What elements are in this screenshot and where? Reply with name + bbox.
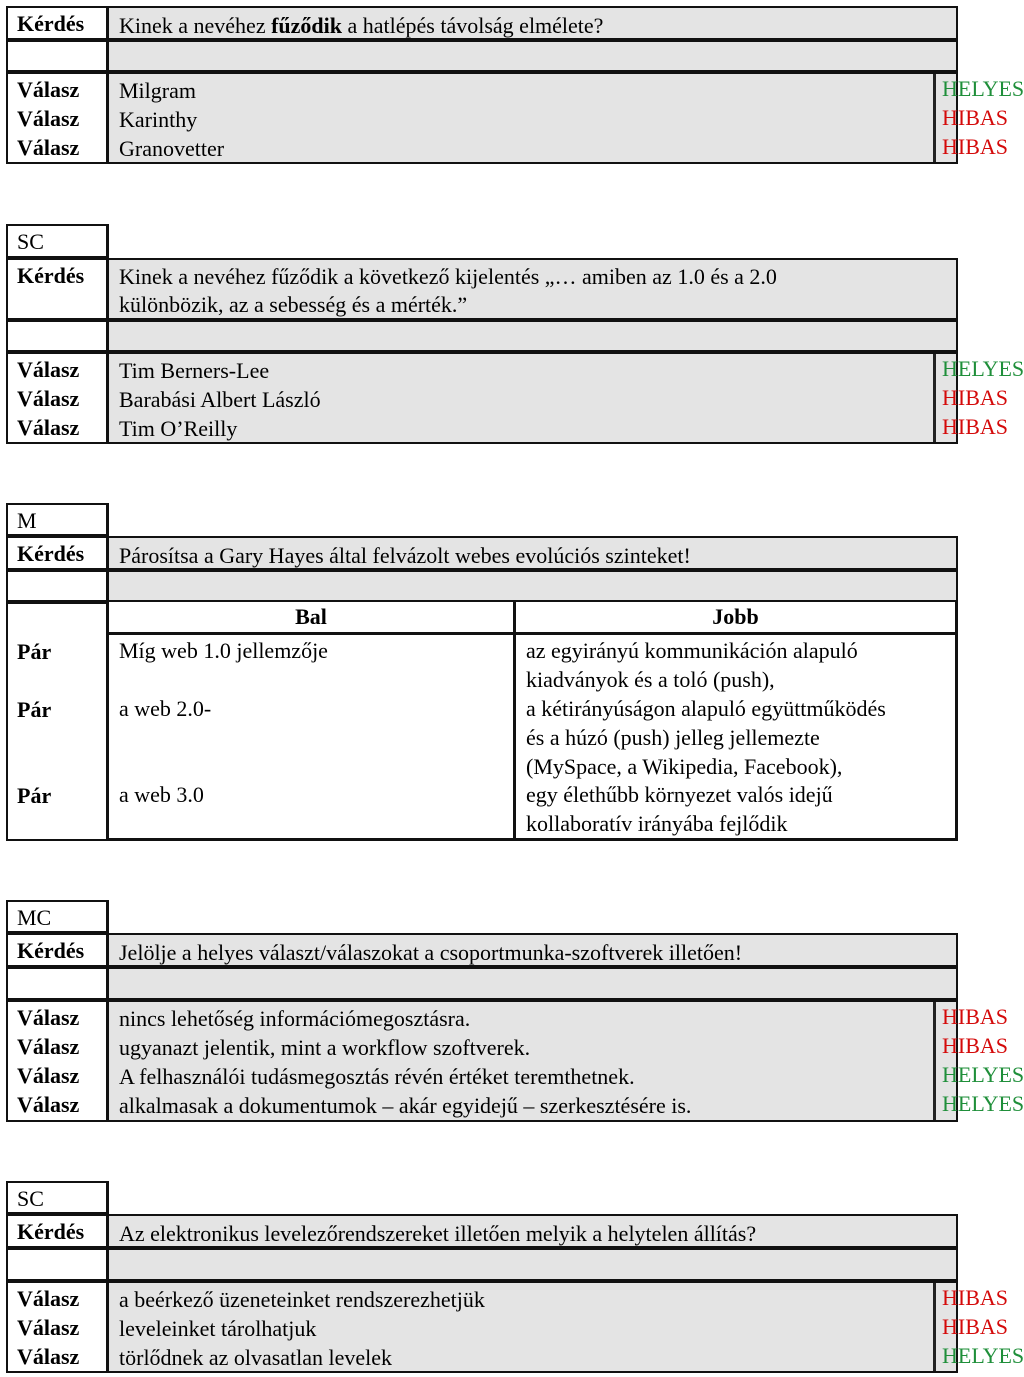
result-column: [933, 74, 1024, 162]
question-text: Kinek a nevéhez fűződik a hatlépés távolság elmélete?: [119, 13, 604, 38]
answers-group: [6, 72, 1024, 164]
type-row: [6, 224, 958, 258]
answer-text: Milgram: [119, 78, 196, 103]
question-row: [6, 1214, 958, 1248]
question-type: MC: [6, 900, 109, 933]
type-row: [6, 1181, 958, 1214]
answers-cell: [109, 1000, 1024, 1122]
question-row: [6, 933, 958, 967]
answer-text: alkalmasak a dokumentumok – akár egyidejű – szerkesztésére is.: [119, 1093, 692, 1118]
row-label: [6, 1248, 109, 1281]
answer-text: a beérkező üzeneteinket rendszerezhetjük: [119, 1287, 485, 1312]
header-divider: [109, 632, 955, 635]
label-column: Válasz Válasz Válasz: [6, 72, 109, 164]
spacer-row: [6, 320, 958, 352]
question-block-4: [6, 900, 1024, 1122]
answer-text: nincs lehetőség információmegosztásra.: [119, 1006, 471, 1031]
answer-text: Tim O’Reilly: [119, 416, 238, 441]
answer-text: A felhasználói tudásmegosztás révén értéket teremthetnek.: [119, 1064, 635, 1089]
row-label: [6, 570, 109, 602]
answer-text: ugyanazt jelentik, mint a workflow szoftverek.: [119, 1035, 531, 1060]
answers-group: [6, 352, 1024, 444]
result-label: HELYES: [942, 1062, 1024, 1087]
answers-cell: [109, 352, 1024, 444]
result-column: [933, 1002, 1024, 1120]
column-header-left: Bal: [295, 604, 327, 629]
pair-left-text: a web 3.0: [119, 782, 204, 807]
row-label: [6, 40, 109, 72]
pair-right-text: a kétirányúságon alapuló együttműködés és a húzó (push) jelleg jellemezte (MySpace, a Wikipedia, Facebook),: [526, 696, 886, 779]
question-cell: [109, 258, 958, 320]
question-text: Az elektronikus levelezőrendszereket illetően melyik a helytelen állítás?: [119, 1221, 757, 1246]
pairs-cell: [109, 602, 958, 841]
right-column: [513, 602, 955, 838]
spacer-row: [6, 40, 958, 72]
result-label: HELYES: [942, 356, 1024, 381]
question-type: SC: [6, 1181, 109, 1214]
result-label: HIBAS: [942, 385, 1009, 410]
row-label: [6, 967, 109, 1000]
result-label: HELYES: [942, 1343, 1024, 1368]
question-cell: [109, 1214, 958, 1248]
row-label: Kérdés: [6, 258, 109, 320]
type-row: [6, 503, 958, 536]
question-cell: [109, 6, 958, 40]
pair-left-text: a web 2.0-: [119, 696, 212, 721]
type-row: [6, 900, 958, 933]
answers-group: [6, 1000, 1024, 1122]
pairs-table: [6, 602, 958, 841]
empty-cell: [109, 320, 958, 352]
question-block-2: [6, 224, 1024, 444]
row-label: Kérdés: [6, 536, 109, 570]
answer-text: Granovetter: [119, 136, 225, 161]
column-header-right: Jobb: [712, 604, 759, 629]
answers-cell: [109, 1281, 1024, 1373]
question-row: [6, 536, 958, 570]
question-cell: [109, 536, 958, 570]
result-label: HELYES: [942, 76, 1024, 101]
result-label: HIBAS: [942, 1314, 1009, 1339]
answer-text: Barabási Albert László: [119, 387, 321, 412]
row-label: Kérdés: [6, 6, 109, 40]
question-block-3: [6, 503, 958, 841]
answers-group: [6, 1281, 1024, 1373]
label-column: Válasz Válasz Válasz Válasz: [6, 1000, 109, 1122]
left-column: [109, 602, 513, 838]
result-column: [933, 354, 1024, 442]
result-column: [933, 1283, 1024, 1371]
pair-right-text: egy élethűbb környezet valós idejű kollaboratív irányába fejlődik: [526, 782, 833, 836]
answer-text: leveleinket tárolhatjuk: [119, 1316, 317, 1341]
result-label: HIBAS: [942, 1004, 1009, 1029]
question-text: Jelölje a helyes választ/válaszokat a csoportmunka-szoftverek illetően!: [119, 940, 743, 965]
row-label: Kérdés: [6, 933, 109, 967]
answer-text: Tim Berners-Lee: [119, 358, 270, 383]
empty-cell: [109, 570, 958, 602]
empty-cell: [109, 1248, 958, 1281]
label-column: Pár Pár Pár: [6, 602, 109, 841]
answers-cell: [109, 72, 1024, 164]
result-label: HIBAS: [942, 1285, 1009, 1310]
answer-text: törlődnek az olvasatlan levelek: [119, 1345, 393, 1370]
spacer-row: [6, 1248, 958, 1281]
question-text-line-2: különbözik, az a sebesség és a mérték.”: [119, 292, 468, 317]
result-label: HIBAS: [942, 105, 1009, 130]
answer-text: Karinthy: [119, 107, 198, 132]
spacer-row: [6, 967, 958, 1000]
row-label: [6, 320, 109, 352]
row-label: Kérdés: [6, 1214, 109, 1248]
result-label: HIBAS: [942, 1033, 1009, 1058]
question-block-1: [6, 6, 1024, 164]
result-label: HIBAS: [942, 414, 1009, 439]
question-text: Párosítsa a Gary Hayes által felvázolt webes evolúciós szinteket!: [119, 543, 691, 568]
pair-left-text: Míg web 1.0 jellemzője: [119, 638, 328, 663]
question-cell: [109, 933, 958, 967]
question-row: [6, 258, 958, 320]
empty-cell: [109, 967, 958, 1000]
label-column: Válasz Válasz Válasz: [6, 1281, 109, 1373]
result-label: HELYES: [942, 1091, 1024, 1116]
result-label: HIBAS: [942, 134, 1009, 159]
empty-cell: [109, 40, 958, 72]
spacer-row: [6, 570, 958, 602]
label-column: Válasz Válasz Válasz: [6, 352, 109, 444]
question-type: SC: [6, 224, 109, 258]
pair-right-text: az egyirányú kommunikáción alapuló kiadványok és a toló (push),: [526, 638, 858, 692]
question-row: [6, 6, 958, 40]
question-type: M: [6, 503, 109, 536]
question-block-5: [6, 1181, 1024, 1373]
question-text-line-1: Kinek a nevéhez fűződik a következő kijelentés „… amiben az 1.0 és a 2.0: [119, 264, 777, 289]
